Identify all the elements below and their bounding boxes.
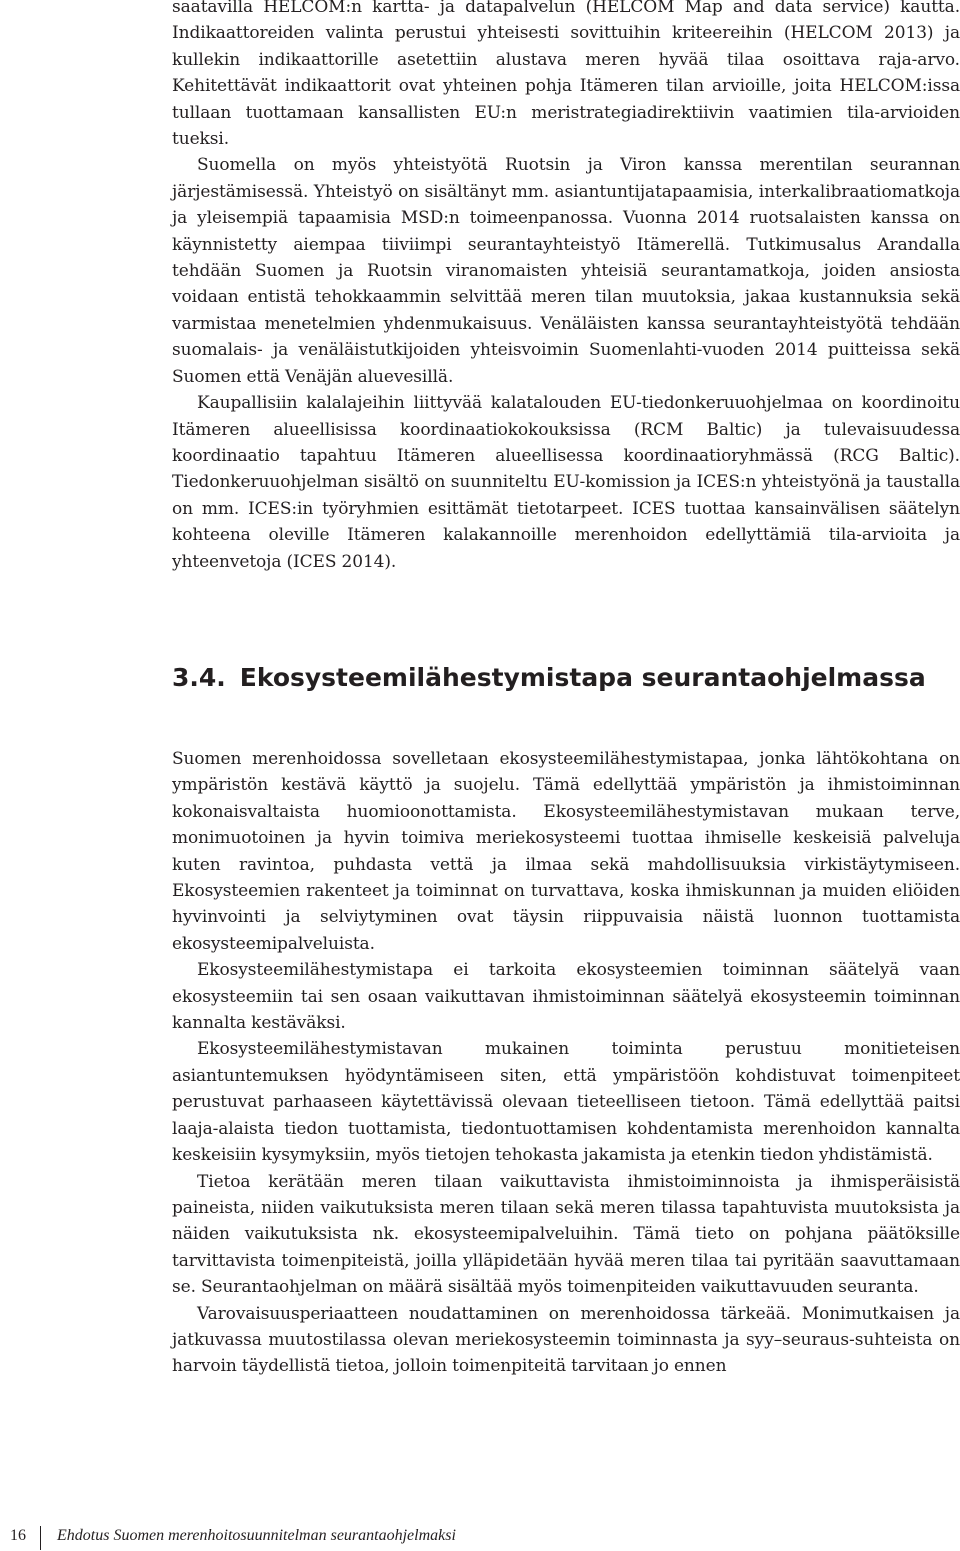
footer-divider <box>40 1526 41 1550</box>
section-title: Ekosysteemilähestymistapa seurantaohjelmassa <box>239 663 926 692</box>
paragraph: Suomen merenhoidossa sovelletaan ekosysteemilähestymistapaa, jonka lähtökohtana on ympäristön kestävä käyttö ja suojelu. Tämä edellyttää ympäristön ja ihmistoiminnan kokonaisvaltaista huomioonottamista. Ekosysteemilähestymistavan mukaan terve, monimuotoinen ja hyvin toimiva meriekosysteemi tuottaa ihmiselle keskeisiä palveluja kuten ravintoa, puhdasta vettä ja ilmaa sekä mahdollisuuksia virkistäytymiseen. Ekosysteemien rakenteet ja toiminnat on turvattava, koska ihmiskunnan ja muiden eliöiden hyvinvointi ja selviytyminen ovat täysin riippuvaisia näistä luonnon tuottamista ekosysteemipalveluista. <box>172 749 960 954</box>
paragraph: Varovaisuusperiaatteen noudattaminen on merenhoidossa tärkeää. Monimutkaisen ja jatkuvassa muutostilassa olevan meriekosysteemin toiminnasta ja syy–seuraus-suhteista on harvoin täydellistä tietoa, jolloin toimenpiteitä tarvitaan jo ennen <box>172 1303 960 1377</box>
body-text-top <box>172 0 960 575</box>
running-title: Ehdotus Suomen merenhoitosuunnitelman seurantaohjelmaksi <box>57 1527 456 1544</box>
paragraph: Suomella on myös yhteistyötä Ruotsin ja Viron kanssa merentilan seurannan järjestämisessä. Yhteistyö on sisältänyt mm. asiantuntijatapaamisia, interkalibraatiomatkoja ja yleisempiä tapaamisia MSD:n toimeenpanossa. Vuonna 2014 ruotsalaisten kanssa on käynnistetty aiempaa tiiviimpi seurantayhteistyö Itämerellä. Tutkimusalus Arandalla tehdään Suomen ja Ruotsin viranomaisten yhteisiä seurantamatkoja, joiden ansiosta voidaan entistä tehokkaammin selvittää meren tilan muutoksia, jakaa kustannuksia sekä varmistaa menetelmien yhdenmukaisuus. Venäläisten kanssa seurantayhteistyötä tehdään suomalais- ja venäläistutkijoiden yhteisvoimin Suomenlahti-vuoden 2014 puitteissa sekä Suomen että Venäjän aluevesillä. <box>172 155 960 387</box>
section-heading <box>172 658 960 698</box>
paragraph: Ekosysteemilähestymistapa ei tarkoita ekosysteemien toiminnan säätelyä vaan ekosysteemiin tai sen osaan vaikuttavan ihmistoiminnan säätelyä ekosysteemin toiminnan kannalta kestäväksi. <box>172 960 960 1034</box>
section-number: 3.4. <box>172 663 226 692</box>
paragraph: Tietoa kerätään meren tilaan vaikuttavista ihmistoiminnoista ja ihmisperäisistä paineista, niiden vaikutuksista meren tilaan sekä meren tilassa tapahtuvista muutoksista ja näiden vaikutuksista nk. ekosysteemipalveluihin. Tämä tieto on pohjana päätöksille tarvittavista toimenpiteistä, joilla ylläpidetään hyvää meren tilaa tai pyritään saavuttamaan se. Seurantaohjelman on määrä sisältää myös toimenpiteiden vaikuttavuuden seuranta. <box>172 1171 960 1298</box>
page-number: 16 <box>10 1527 26 1544</box>
body-text-section <box>172 746 960 1380</box>
paragraph: Ekosysteemilähestymistavan mukainen toiminta perustuu monitieteisen asiantuntemuksen hyödyntämiseen siten, että ympäristöön kohdistuvat toimenpiteet perustuvat parhaaseen käytettävissä olevaan tieteelliseen tietoon. Tämä edellyttää paitsi laaja-alaista tiedon tuottamista, tiedontuottamisen kohdentamista merenhoidon kannalta keskeisiin kysymyksiin, myös tietojen tehokasta jakamista ja etenkin tiedon yhdistämistä. <box>172 1039 960 1166</box>
paragraph: Kaupallisiin kalalajeihin liittyvää kalatalouden EU-tiedonkeruuohjelmaa on koordinoitu Itämeren alueellisissa koordinaatiokokouksissa (RCM Baltic) ja tulevaisuudessa koordinaatio tapahtuu Itämeren alueellisessa koordinaatioryhmässä (RCG Baltic). Tiedonkeruuohjelman sisältö on suunniteltu EU-komission ja ICES:n yhteistyönä ja taustalla on mm. ICES:in työryhmien esittämät tietotarpeet. ICES tuottaa kansainvälisen säätelyn kohteena oleville Itämeren kalakannoille merenhoidon edellyttämiä tila-arvioita ja yhteenvetoja (ICES 2014). <box>172 393 960 572</box>
page-footer <box>0 1526 960 1550</box>
paragraph: saatavilla HELCOM:n kartta- ja datapalvelun (HELCOM Map and data service) kautta. Indikaattoreiden valinta perustui yhteisesti sovittuihin kriteereihin (HELCOM 2013) ja kullekin indikaattorille asetettiin alustava meren hyvää tilaa osoittava raja-arvo. Kehitettävät indikaattorit ovat yhteinen pohja Itämeren tilan arvioille, joita HELCOM:issa tullaan tuottamaan kansallisten EU:n meristrategiadirektiivin vaatimien tila-arvioiden tueksi. <box>172 0 960 150</box>
